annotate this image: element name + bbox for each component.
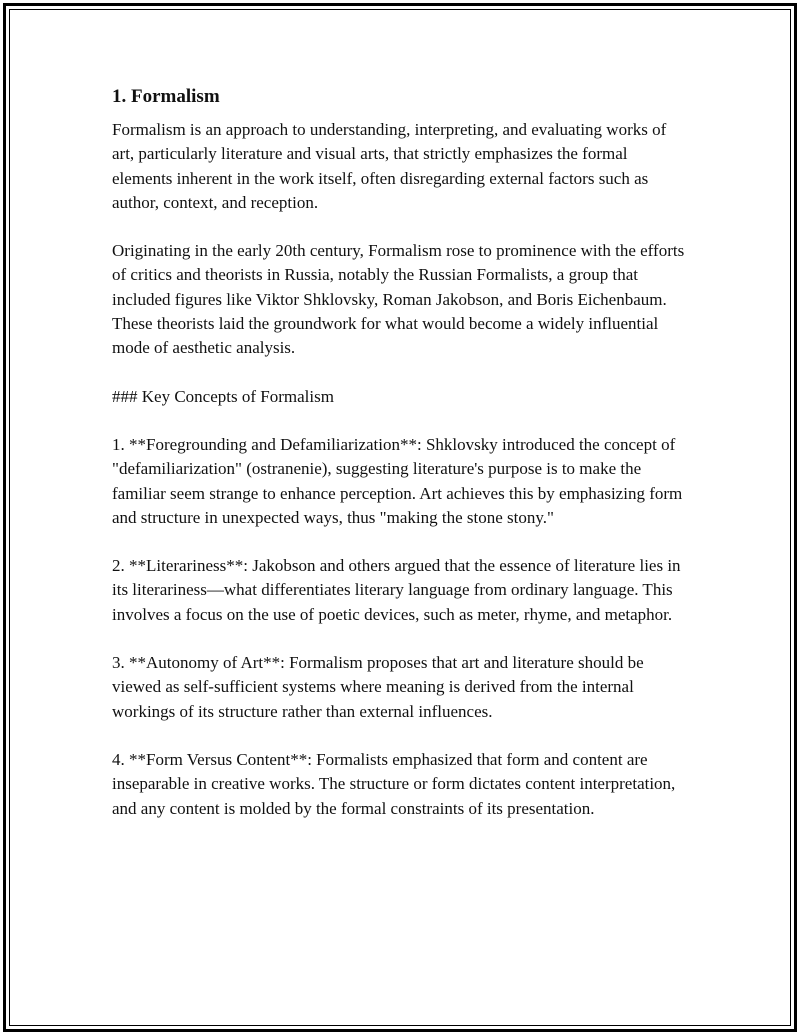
concept-form-content-paragraph: 4. **Form Versus Content**: Formalists emphasized that form and content are inseparable in creative works. The structure or form dictates content interpretation, and any content is molded by the formal constraints of its presentation. bbox=[112, 749, 676, 818]
concept-defamiliarization-paragraph: 1. **Foregrounding and Defamiliarization**: Shklovsky introduced the concept of "defamiliarization" (ostranenie), suggesting literature's purpose is to make the familiar seem strange to enhance perception. Art achieves this by emphasizing form and structure in unexpected ways, thus "making the stone stony." bbox=[112, 434, 683, 527]
document-body bbox=[112, 85, 692, 845]
section-heading: 1. Formalism bbox=[112, 86, 220, 107]
origin-paragraph: Originating in the early 20th century, Formalism rose to prominence with the efforts of critics and theorists in Russia, notably the Russian Formalists, a group that included figures like Viktor Shklovsky, Roman Jakobson, and Boris Eichenbaum. These theorists laid the groundwork for what would become a widely influential mode of aesthetic analysis. bbox=[112, 241, 685, 358]
intro-paragraph: Formalism is an approach to understanding, interpreting, and evaluating works of art, particularly literature and visual arts, that strictly emphasizes the formal elements inherent in the work itself, often disregarding external factors such as author, context, and reception. bbox=[112, 120, 667, 212]
key-concepts-heading-line: ### Key Concepts of Formalism bbox=[112, 386, 334, 406]
concept-literariness-paragraph: 2. **Literariness**: Jakobson and others argued that the essence of literature lies in its literariness—what differentiates literary language from ordinary language. This involves a focus on the use of poetic devices, such as meter, rhyme, and metaphor. bbox=[112, 556, 681, 624]
concept-autonomy-paragraph: 3. **Autonomy of Art**: Formalism proposes that art and literature should be viewed as self-sufficient systems where meaning is derived from the internal workings of its structure rather than external influences. bbox=[112, 653, 644, 721]
